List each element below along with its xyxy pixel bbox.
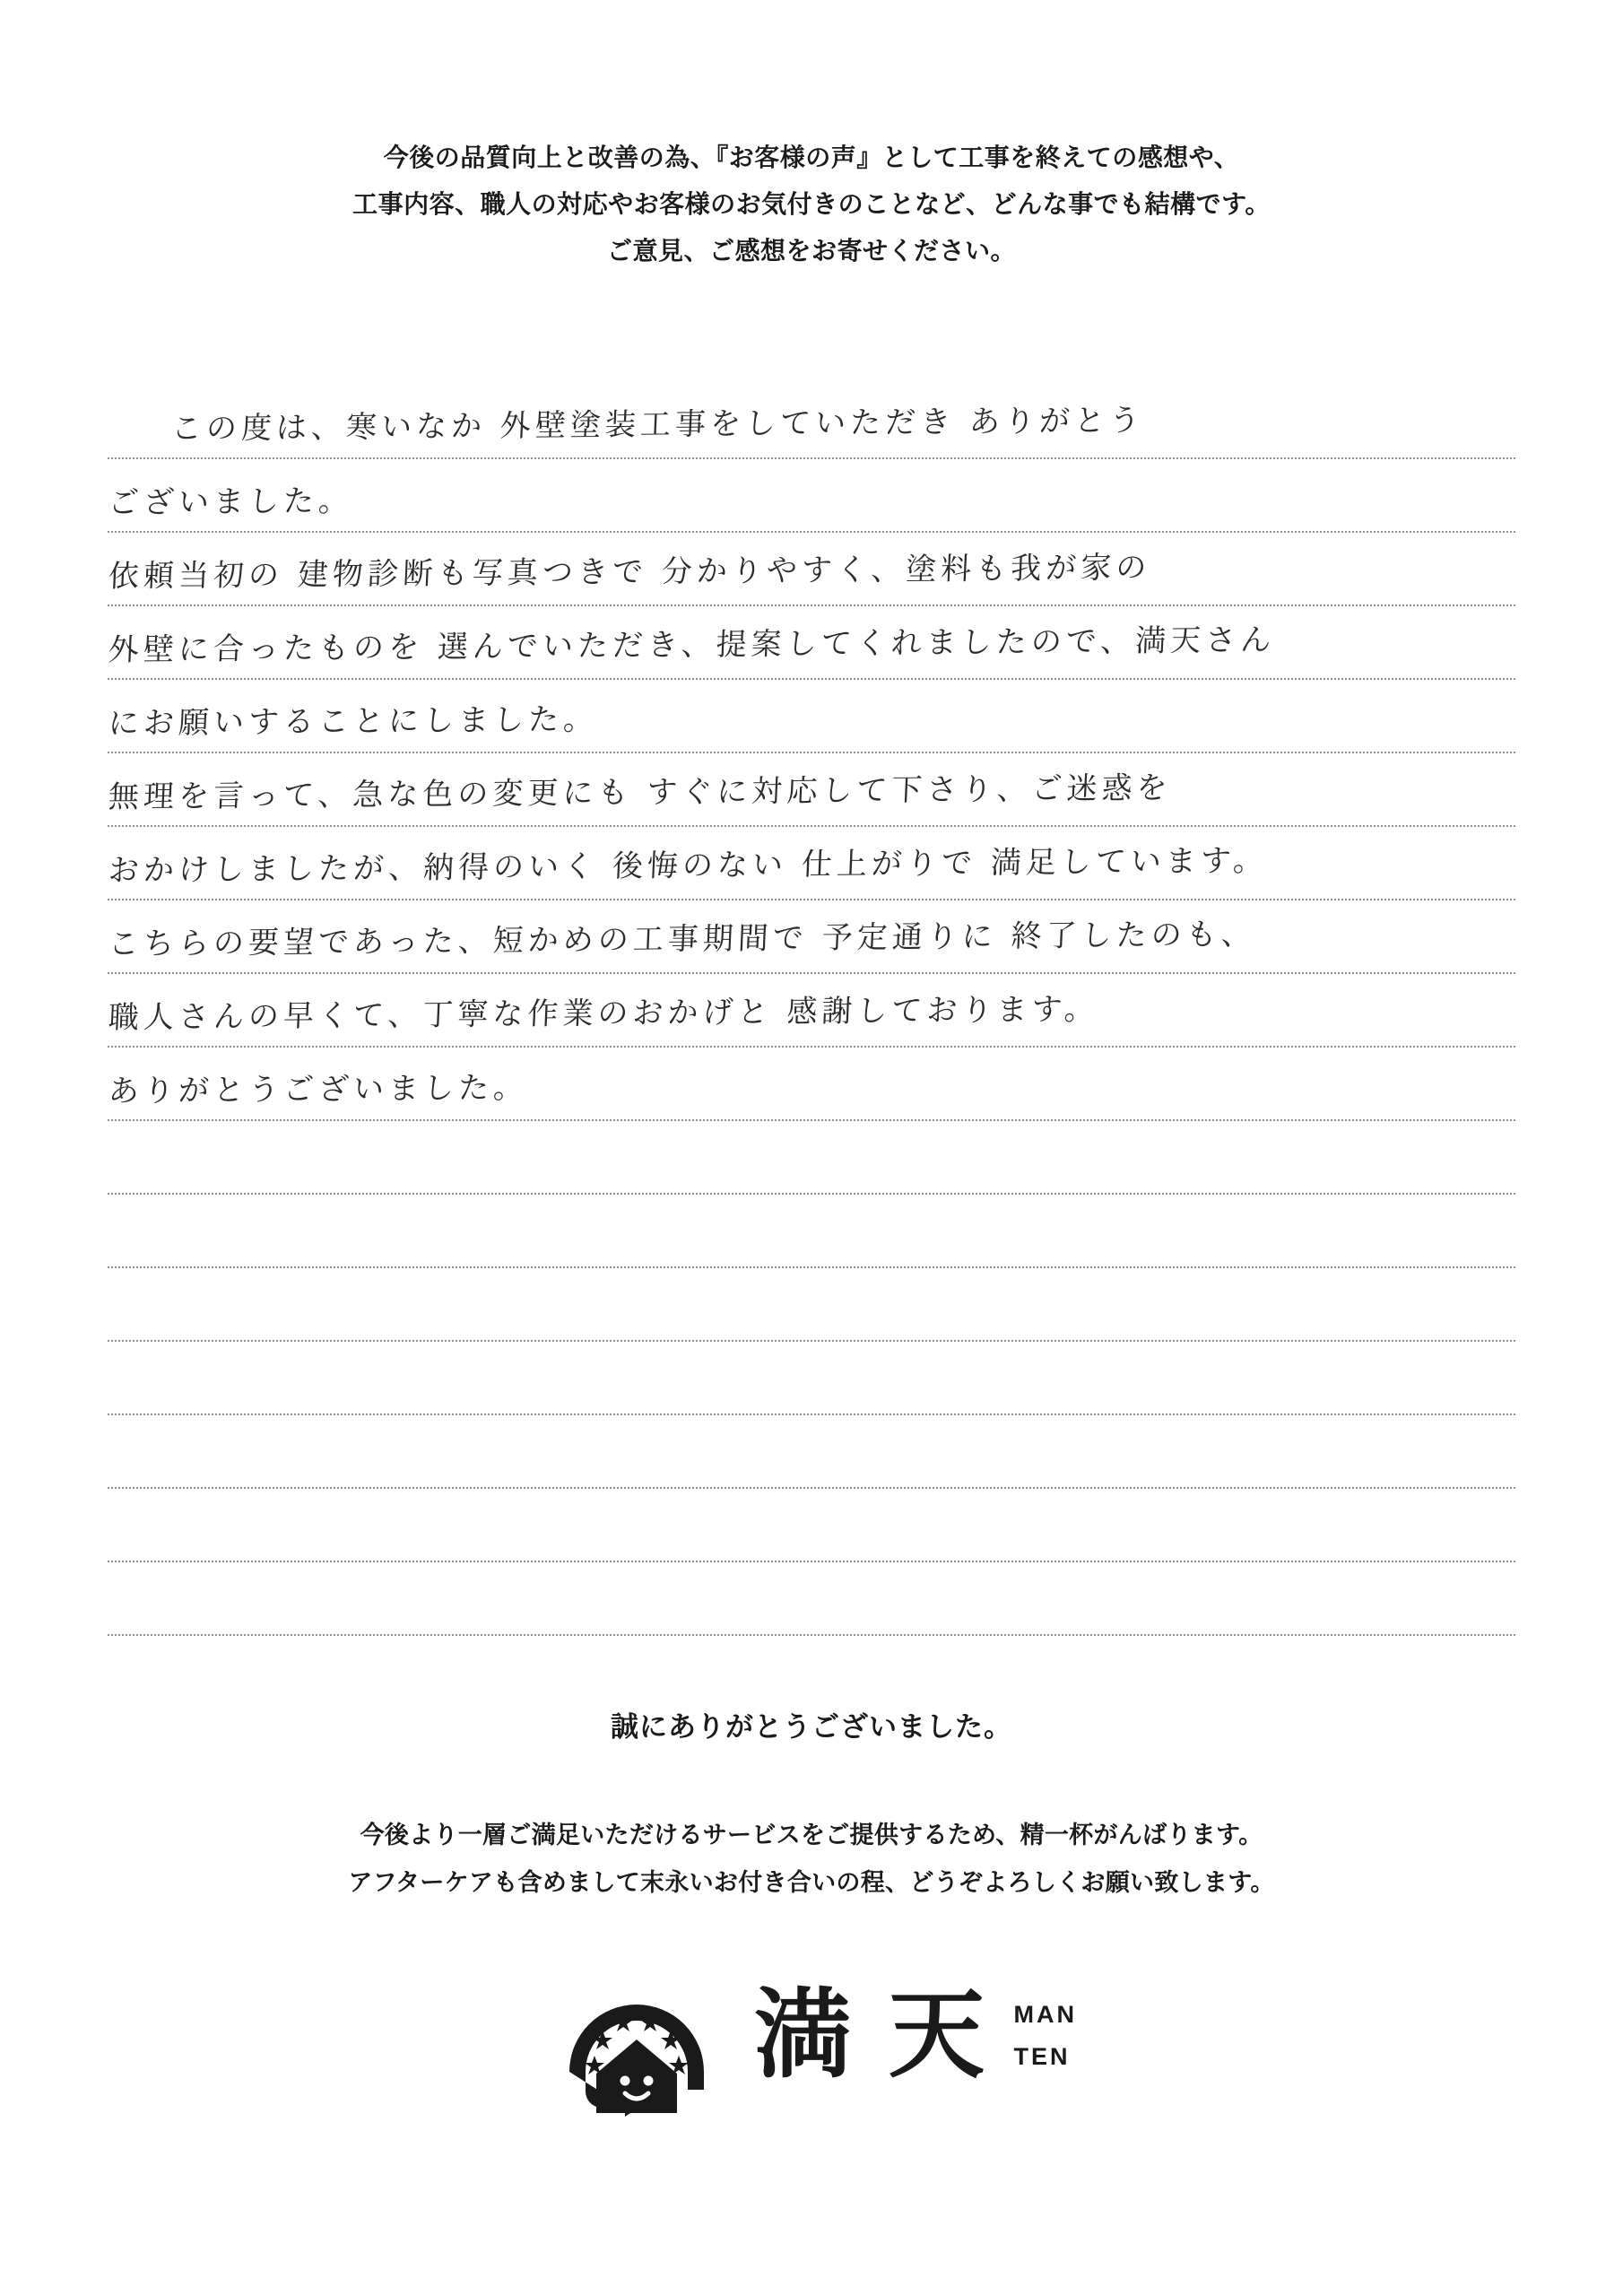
sheet-line (108, 753, 1515, 827)
sheet-line (108, 1489, 1515, 1562)
intro-instructions (0, 135, 1623, 274)
closing-title: 誠にありがとうございました。 (611, 1711, 1012, 1743)
sheet-line (108, 827, 1515, 900)
handwriting-line-17 (108, 1613, 1516, 1625)
sheet-line (108, 1342, 1515, 1415)
handwriting-line-13 (108, 1318, 1516, 1331)
handwriting-line-8: こちらの要望であった、短かめの工事期間で 予定通りに 終了したのも、 (108, 916, 1257, 962)
intro-line-2: 工事内容、職人の対応やお客様のお気付きのことなど、どんな事でも結構です。 (352, 189, 1271, 218)
sheet-line (108, 459, 1515, 533)
sheet-line (108, 680, 1515, 753)
sheet-line (108, 1562, 1515, 1636)
intro-line-1: 今後の品質向上と改善の為、『お客様の声』として工事を終えての感想や、 (383, 144, 1240, 171)
closing-line-1: 今後より一層ご満足いただけるサービスをご提供するため、精一杯がんばります。 (360, 1822, 1263, 1848)
company-logo (0, 1946, 1623, 2126)
handwriting-line-2: ございました。 (108, 483, 354, 522)
handwriting-line-11 (108, 1171, 1516, 1184)
handwriting-line-14 (108, 1392, 1516, 1405)
handwriting-line-16 (108, 1539, 1516, 1552)
handwriting-line-10: ありがとうございました。 (108, 1069, 529, 1109)
handwriting-line-7: おかけしましたが、納得のいく 後悔のない 仕上がりで 満足しています。 (108, 842, 1270, 890)
sheet-line (108, 1415, 1515, 1489)
handwriting-sheet (108, 386, 1515, 1605)
sheet-line (108, 533, 1515, 606)
handwriting-line-9: 職人さんの早くて、丁寧な作業のおかげと 感謝しております。 (108, 991, 1100, 1036)
closing-message (0, 1812, 1623, 1906)
sheet-line (108, 386, 1515, 459)
house-stars-icon (542, 1946, 731, 2126)
sheet-line (108, 1195, 1515, 1268)
logo-romaji-man: MAN (1013, 2000, 1078, 2028)
closing-line-2: アフターケアも含めまして末永いお付き合いの程、どうぞよろしくお願い致します。 (348, 1868, 1275, 1896)
handwriting-line-12 (108, 1245, 1516, 1257)
logo-romaji (1011, 1994, 1081, 2079)
handwriting-line-3: 依頼当初の 建物診断も写真つきで 分かりやすく、塗料も我が家の (108, 549, 1152, 596)
intro-line-3: ご意見、ご感想をお寄せください。 (606, 236, 1016, 265)
sheet-line (108, 1048, 1515, 1121)
sheet-line (108, 1121, 1515, 1195)
logo-kanji-manten: 満 天 (753, 1979, 987, 2092)
handwriting-line-15 (108, 1465, 1516, 1478)
sheet-line (108, 974, 1515, 1048)
sheet-line (108, 606, 1515, 680)
sheet-line (108, 900, 1515, 974)
handwriting-line-5: にお願いすることにしました。 (108, 701, 600, 743)
logo-romaji-ten: TEN (1013, 2043, 1071, 2070)
handwriting-line-6: 無理を言って、急な色の変更にも すぐに対応して下さり、ご迷惑を (108, 770, 1173, 816)
handwriting-line-1: この度は、寒いなか 外壁塗装工事をしていただき ありがとう (170, 402, 1145, 448)
handwriting-line-4: 外壁に合ったものを 選んでいただき、提案してくれましたので、満天さん (108, 622, 1277, 669)
sheet-line (108, 1268, 1515, 1342)
